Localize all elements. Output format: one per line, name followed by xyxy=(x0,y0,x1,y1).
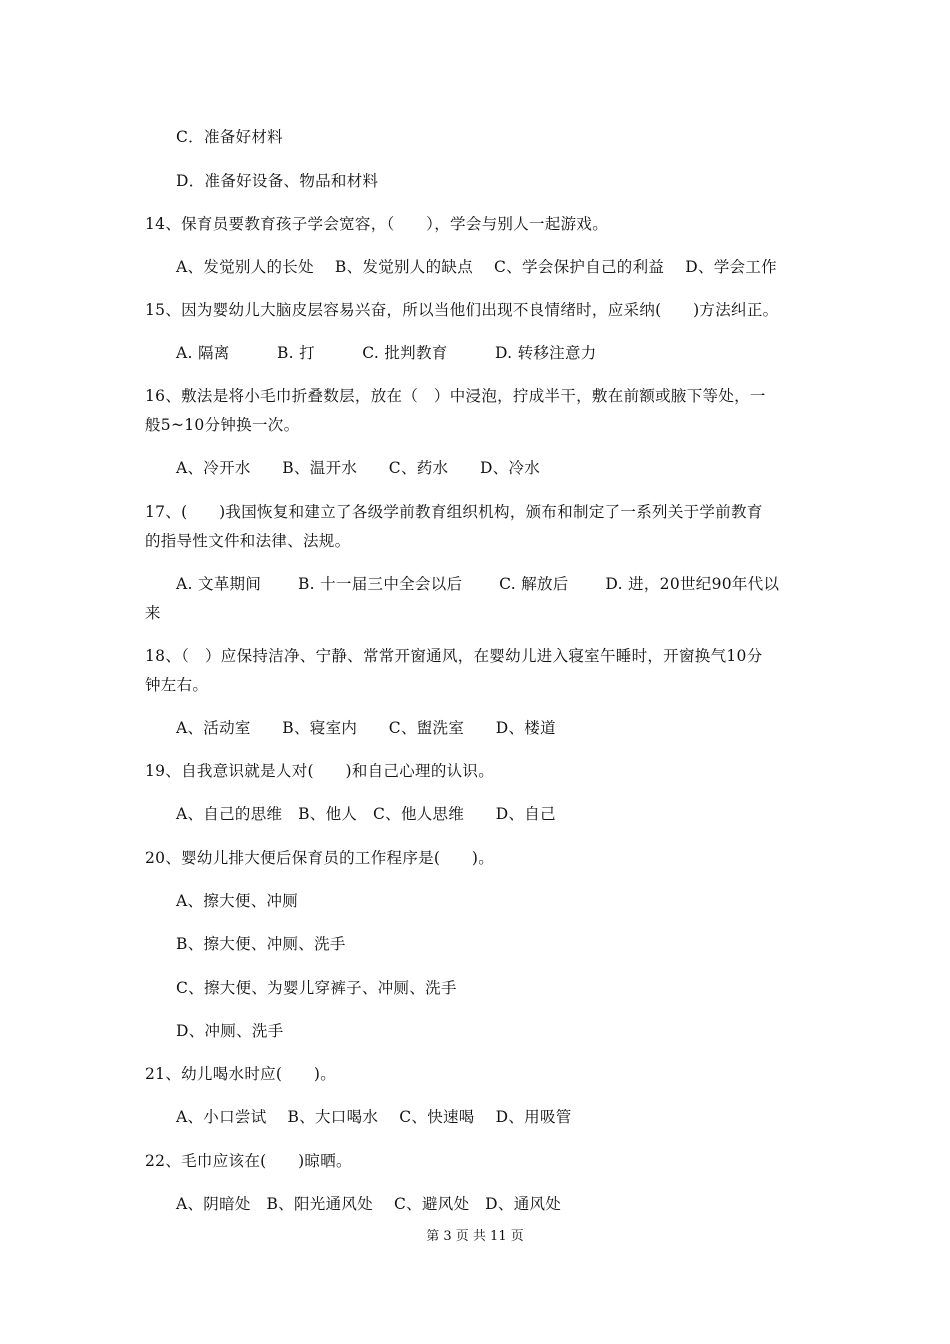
question-18-continuation: 钟左右。 xyxy=(145,676,209,694)
question-16-continuation: 般5~10分钟换一次。 xyxy=(145,416,300,434)
question-17-options: A. 文革期间 B. 十一届三中全会以后 C. 解放后 D. 进，20世纪90年代以 xyxy=(176,575,780,593)
question-22: 22、毛巾应该在( )晾晒。 xyxy=(145,1152,352,1170)
question-22-options: A、阴暗处 B、阳光通风处 C、避风处 D、通风处 xyxy=(176,1195,562,1213)
question-20-option-a: A、擦大便、冲厕 xyxy=(176,892,299,910)
option-c-line: C．准备好材料 xyxy=(176,128,283,146)
question-20-option-b: B、擦大便、冲厕、洗手 xyxy=(176,935,346,953)
question-18-options: A、活动室 B、寝室内 C、盥洗室 D、楼道 xyxy=(176,719,556,737)
question-19: 19、自我意识就是人对( )和自己心理的认识。 xyxy=(145,762,495,780)
question-20-option-d: D、冲厕、洗手 xyxy=(176,1022,284,1040)
question-21: 21、幼儿喝水时应( )。 xyxy=(145,1065,337,1083)
question-19-options: A、自己的思维 B、他人 C、他人思维 D、自己 xyxy=(176,805,556,823)
question-14-options: A、发觉别人的长处 B、发觉别人的缺点 C、学会保护自己的利益 D、学会工作 xyxy=(176,258,777,276)
question-20-option-c: C、擦大便、为婴儿穿裤子、冲厕、洗手 xyxy=(176,979,457,997)
question-20: 20、婴幼儿排大便后保育员的工作程序是( )。 xyxy=(145,849,495,867)
question-16-options: A、冷开水 B、温开水 C、药水 D、冷水 xyxy=(176,459,541,477)
question-17-options-continuation: 来 xyxy=(145,604,161,622)
question-17: 17、( )我国恢复和建立了各级学前教育组织机构，颁布和制定了一系列关于学前教育 xyxy=(145,503,763,521)
question-14: 14、保育员要教育孩子学会宽容，（ ），学会与别人一起游戏。 xyxy=(145,215,609,233)
option-d-line: D．准备好设备、物品和材料 xyxy=(176,172,379,190)
question-16: 16、敷法是将小毛巾折叠数层，放在（ ）中浸泡，拧成半干，敷在前额或腋下等处，一 xyxy=(145,387,766,405)
question-18: 18、（ ）应保持洁净、宁静、常常开窗通风，在婴幼儿进入寝室午睡时，开窗换气10分 xyxy=(145,647,763,665)
question-15: 15、因为婴幼儿大脑皮层容易兴奋，所以当他们出现不良情绪时，应采纳( )方法纠正。 xyxy=(145,301,779,319)
question-15-options: A. 隔离 B. 打 C. 批判教育 D. 转移注意力 xyxy=(176,344,597,362)
page-number-footer: 第 3 页 共 11 页 xyxy=(426,1229,524,1244)
question-21-options: A、小口尝试 B、大口喝水 C、快速喝 D、用吸管 xyxy=(176,1108,572,1126)
question-17-continuation: 的指导性文件和法律、法规。 xyxy=(145,532,351,550)
